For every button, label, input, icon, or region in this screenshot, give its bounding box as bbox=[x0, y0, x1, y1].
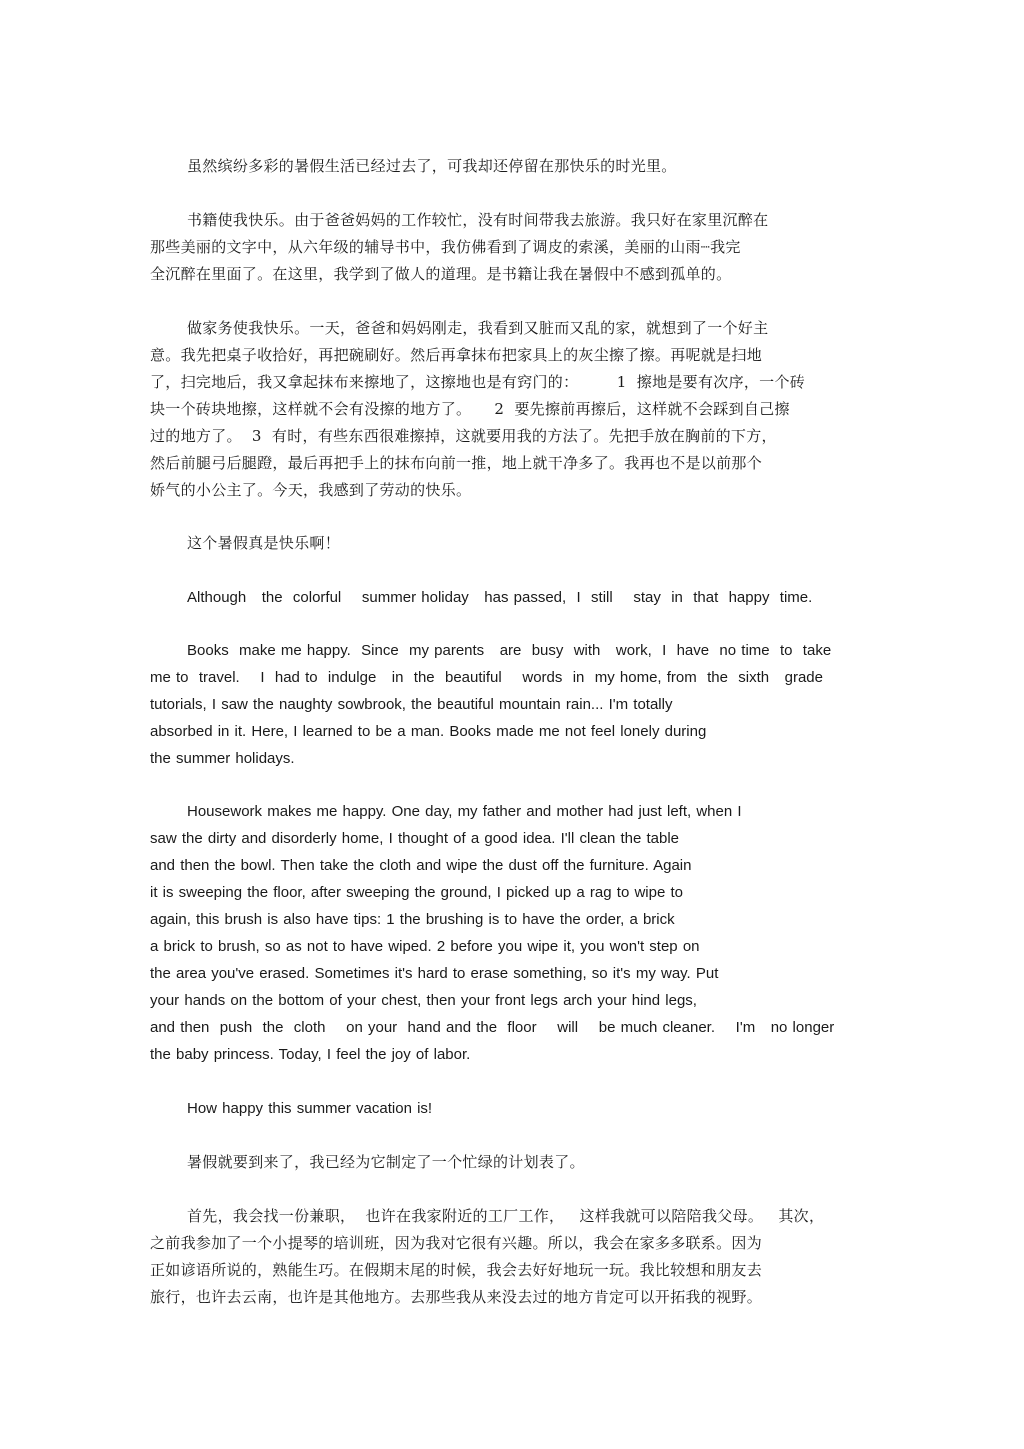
paragraph-line: me to travel. I had to indulge in the beautiful words in my home, from the sixth grade bbox=[150, 669, 823, 686]
paragraph-line: Housework makes me happy. One day, my father and mother had just left, when I bbox=[187, 803, 742, 820]
paragraph-line: your hands on the bottom of your chest, then your front legs arch your hind legs, bbox=[150, 992, 697, 1009]
paragraph-line: the area you've erased. Sometimes it's hard to erase something, so it's my way. Put bbox=[150, 965, 719, 982]
paragraph-line: How happy this summer vacation is! bbox=[187, 1100, 433, 1117]
paragraph-line: Although the colorful summer holiday has passed, I still stay in that happy time. bbox=[187, 589, 813, 606]
paragraph-line: 然后前腿弓后腿蹬，最后再把手上的抹布向前一推，地上就干净多了。我再也不是以前那个 bbox=[150, 454, 763, 472]
paragraph-line: 正如谚语所说的，熟能生巧。在假期末尾的时候，我会去好好地玩一玩。我比较想和朋友去 bbox=[150, 1261, 763, 1279]
paragraph-line: 暑假就要到来了，我已经为它制定了一个忙绿的计划表了。 bbox=[187, 1153, 585, 1171]
paragraph-line: 做家务使我快乐。一天，爸爸和妈妈刚走，我看到又脏而又乱的家，就想到了一个好主 bbox=[187, 319, 769, 337]
paragraph-line: 首先，我会找一份兼职， 也许在我家附近的工厂工作， 这样我就可以陪陪我父母。 其次， bbox=[187, 1207, 825, 1225]
paragraph-line: it is sweeping the floor, after sweeping the ground, I picked up a rag to wipe to bbox=[150, 884, 683, 901]
paragraph-line: 虽然缤纷多彩的暑假生活已经过去了，可我却还停留在那快乐的时光里。 bbox=[187, 157, 677, 175]
paragraph-line: and then push the cloth on your hand and the floor will be much cleaner. I'm no longer bbox=[150, 1019, 835, 1036]
paragraph-line: absorbed in it. Here, I learned to be a man. Books made me not feel lonely during bbox=[150, 723, 707, 740]
paragraph-line: tutorials, I saw the naughty sowbrook, the beautiful mountain rain... I'm totally bbox=[150, 696, 673, 713]
paragraph-line: 全沉醉在里面了。在这里，我学到了做人的道理。是书籍让我在暑假中不感到孤单的。 bbox=[150, 265, 732, 283]
paragraph-line: 书籍使我快乐。由于爸爸妈妈的工作较忙，没有时间带我去旅游。我只好在家里沉醉在 bbox=[187, 211, 769, 229]
paragraph-line: and then the bowl. Then take the cloth and wipe the dust off the furniture. Again bbox=[150, 857, 692, 874]
paragraph-line: 那些美丽的文字中，从六年级的辅导书中，我仿佛看到了调皮的索溪，美丽的山雨┈我完 bbox=[150, 238, 741, 256]
paragraph-line: 了，扫完地后，我又拿起抹布来擦地了，这擦地也是有窍门的： 1 擦地是要有次序，一个砖 bbox=[150, 373, 806, 391]
paragraph-line: saw the dirty and disorderly home, I thought of a good idea. I'll clean the table bbox=[150, 830, 680, 847]
paragraph-line: 之前我参加了一个小提琴的培训班，因为我对它很有兴趣。所以，我会在家多多联系。因为 bbox=[150, 1234, 763, 1252]
paragraph-line: 块一个砖块地擦，这样就不会有没擦的地方了。 2 要先擦前再擦后，这样就不会踩到自己擦 bbox=[150, 400, 790, 418]
paragraph-line: the baby princess. Today, I feel the joy of labor. bbox=[150, 1046, 471, 1063]
paragraph-line: 这个暑假真是快乐啊！ bbox=[187, 534, 341, 552]
paragraph-line: the summer holidays. bbox=[150, 750, 295, 767]
paragraph-line: Books make me happy. Since my parents are busy with work, I have no time to take bbox=[187, 642, 832, 659]
paragraph-line: a brick to brush, so as not to have wiped. 2 before you wipe it, you won't step on bbox=[150, 938, 700, 955]
paragraph-line: 过的地方了。 3 有时，有些东西很难擦掉，这就要用我的方法了。先把手放在胸前的下方， bbox=[150, 427, 777, 445]
paragraph-line: 意。我先把桌子收拾好，再把碗刷好。然后再拿抹布把家具上的灰尘擦了擦。再呢就是扫地 bbox=[150, 346, 763, 364]
paragraph-line: 娇气的小公主了。今天，我感到了劳动的快乐。 bbox=[150, 481, 472, 499]
paragraph-line: again, this brush is also have tips: 1 the brushing is to have the order, a brick bbox=[150, 911, 675, 928]
paragraph-line: 旅行，也许去云南，也许是其他地方。去那些我从来没去过的地方肯定可以开拓我的视野。 bbox=[150, 1288, 763, 1306]
